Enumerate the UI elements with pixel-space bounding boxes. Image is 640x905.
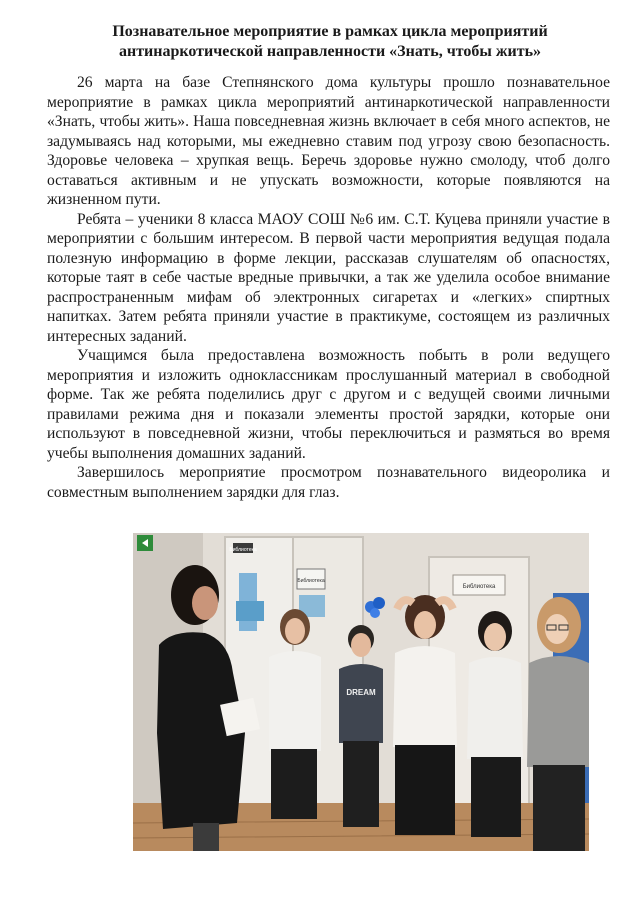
title-line-2: антинаркотической направленности «Знать, чтобы жить» — [118, 43, 542, 60]
event-photo — [133, 533, 589, 851]
article-body — [47, 73, 610, 502]
title-line-1: Познавательное мероприятие в рамках цикла мероприятий — [112, 23, 548, 40]
paragraph: Завершилось мероприятие просмотром познавательного видеоролика и совместным выполнением зарядки для глаз. — [47, 464, 610, 501]
door-sign-right: Библиотека — [462, 584, 496, 590]
document-title — [50, 22, 610, 62]
door-sign-left: Библиотека — [229, 547, 257, 553]
shirt-print: DREAM — [346, 688, 376, 697]
paragraph: 26 марта на базе Степнянского дома культуры прошло познавательное мероприятие в рамках цикла мероприятий антинаркотической направленности «Знать, чтобы жить». Наша повседневная жизнь включает в себя много аспектов, не задумываясь над которыми, мы ежедневно ставим под угрозу свою безопасность. Здоровье человека – хрупкая вещь. Беречь здоровье нужно смолоду, чтоб долго оставаться активным и не упускать возможности, которые появляются на жизненном пути. — [47, 74, 610, 208]
door-poster: Библиотека — [297, 578, 325, 584]
paragraph: Ребята – ученики 8 класса МАОУ СОШ №6 им. С.Т. Куцева приняли участие в мероприятии с большим интересом. В первой части мероприятия ведущая подала полезную информацию в форме лекции, рассказав слушателям об опасностях, которые таят в себе частые вредные привычки, а так же уделила особое внимание распространенным мифам об электронных сигаретах и «легких» спиртных напитках. Затем ребята приняли участие в практикуме, состоящем из различных интересных заданий. — [47, 210, 610, 345]
paragraph: Учащимся была предоставлена возможность побыть в роли ведущего мероприятия и изложить одноклассникам прослушанный материал в свободной форме. Так же ребята поделились друг с другом и с ведущей своими личными правилами режима дня и показали элементы простой зарядки, которые они используют в повседневной жизни, чтобы переключиться и размяться во время учебы выполнения домашних заданий. — [47, 347, 610, 462]
